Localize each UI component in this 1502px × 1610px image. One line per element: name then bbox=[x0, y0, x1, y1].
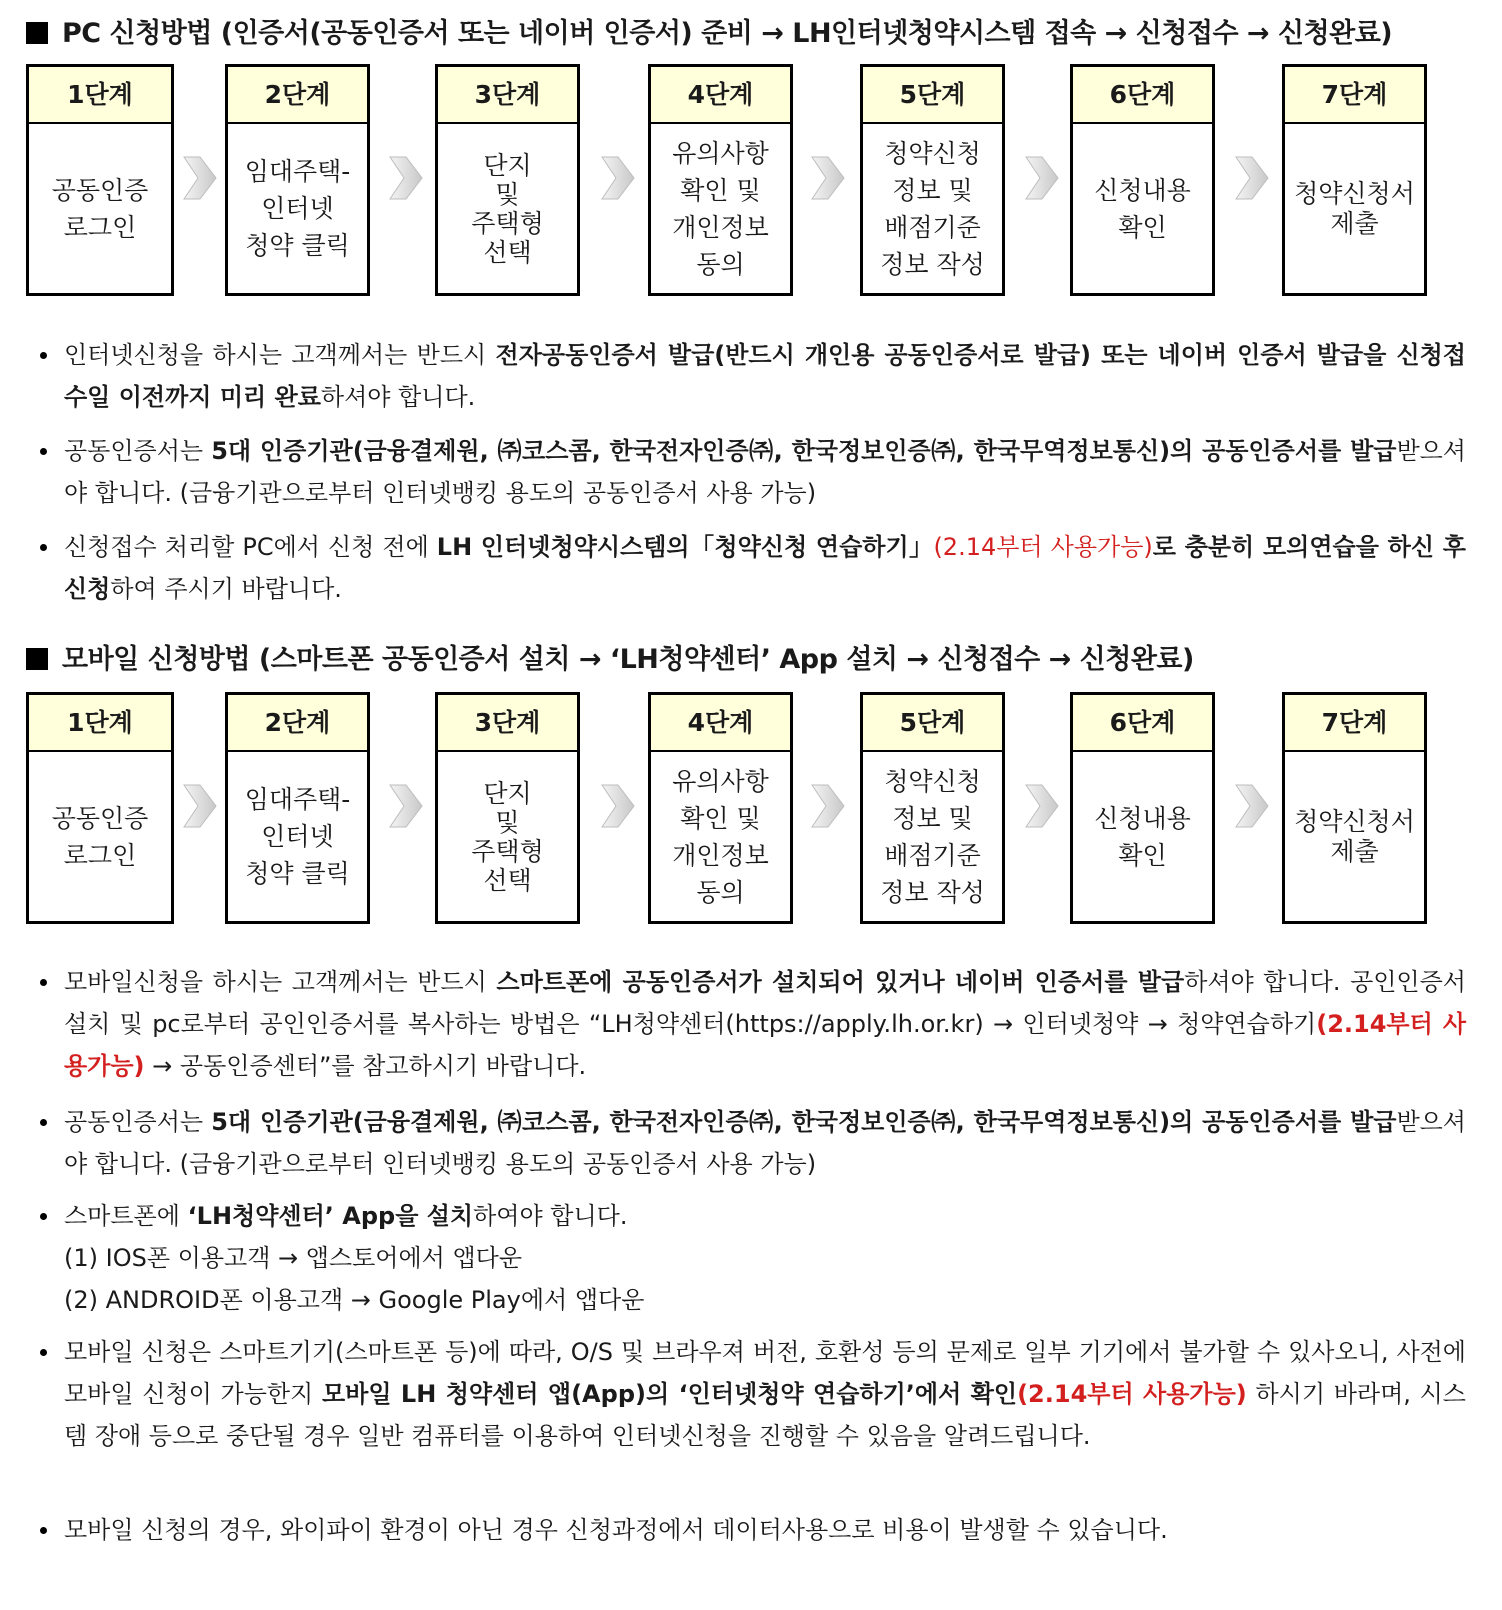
pc-step-6 bbox=[1070, 64, 1215, 296]
chevron-right-icon bbox=[1024, 781, 1060, 831]
step-title: 3단계 bbox=[438, 695, 577, 752]
square-bullet-icon bbox=[26, 22, 48, 44]
chevron-right-icon bbox=[810, 153, 846, 203]
chevron-right-icon bbox=[182, 153, 218, 203]
chevron-right-icon bbox=[810, 781, 846, 831]
step-title: 1단계 bbox=[29, 67, 171, 124]
pc-note-3: 신청접수 처리할 PC에서 신청 전에 LH 인터넷청약시스템의「청약신청 연습하기」(2.14부터 사용가능)로 충분히 모의연습을 하신 후 신청하여 주시기 바랍니다. bbox=[64, 526, 1466, 610]
chevron-right-icon bbox=[182, 781, 218, 831]
pc-step-2 bbox=[225, 64, 370, 296]
chevron-right-icon bbox=[1234, 153, 1270, 203]
mobile-step-6 bbox=[1070, 692, 1215, 924]
chevron-right-icon bbox=[1234, 781, 1270, 831]
step-title: 6단계 bbox=[1073, 695, 1212, 752]
pc-step-5 bbox=[860, 64, 1005, 296]
step-title: 2단계 bbox=[228, 67, 367, 124]
step-body: 청약신청 정보 및 배점기준 정보 작성 bbox=[880, 766, 985, 907]
step-body: 청약신청서 제출 bbox=[1294, 806, 1415, 866]
step-title: 1단계 bbox=[29, 695, 171, 752]
pc-note-1: 인터넷신청을 하시는 고객께서는 반드시 전자공동인증서 발급(반드시 개인용 공동인증서로 발급) 또는 네이버 인증서 발급을 신청접수일 이전까지 미리 완료하셔야 합니다. bbox=[64, 334, 1466, 418]
step-title: 4단계 bbox=[651, 695, 790, 752]
pc-step-flow bbox=[0, 64, 1502, 302]
pc-step-4 bbox=[648, 64, 793, 296]
pc-note-2: 공동인증서는 5대 인증기관(금융결제원, ㈜코스콤, 한국전자인증㈜, 한국정보인증㈜, 한국무역정보통신)의 공동인증서를 발급받으셔야 합니다. (금융기관으로부터 인터넷뱅킹 용도의 공동인증서 사용 가능) bbox=[64, 430, 1466, 514]
mobile-note-1: 모바일신청을 하시는 고객께서는 반드시 스마트폰에 공동인증서가 설치되어 있거나 네이버 인증서를 발급하셔야 합니다. 공인인증서 설치 및 pc로부터 공인인증서를 복사하는 방법은 “LH청약센터(https://apply.lh.or.kr) → 인터넷청약 → 청약연습하기(2.14부터 사용가능) → 공동인증센터”를 참고하시기 바랍니다. bbox=[64, 961, 1466, 1087]
step-title: 7단계 bbox=[1285, 695, 1424, 752]
android-instruction: (2) ANDROID폰 이용고객 → Google Play에서 앱다운 bbox=[64, 1286, 645, 1314]
step-title: 2단계 bbox=[228, 695, 367, 752]
chevron-right-icon bbox=[600, 153, 636, 203]
step-body: 임대주택- 인터넷 청약 클릭 bbox=[244, 785, 351, 888]
mobile-step-2 bbox=[225, 692, 370, 924]
mobile-step-5 bbox=[860, 692, 1005, 924]
step-title: 6단계 bbox=[1073, 67, 1212, 124]
step-body: 단지 및 주택형 선택 bbox=[471, 150, 544, 267]
chevron-right-icon bbox=[1024, 153, 1060, 203]
mobile-step-flow bbox=[0, 692, 1502, 930]
step-body: 유의사항 확인 및 개인정보 동의 bbox=[672, 766, 769, 907]
step-title: 5단계 bbox=[863, 695, 1002, 752]
step-title: 7단계 bbox=[1285, 67, 1424, 124]
step-body: 청약신청서 제출 bbox=[1294, 178, 1415, 238]
square-bullet-icon bbox=[26, 648, 48, 670]
step-body: 임대주택- 인터넷 청약 클릭 bbox=[244, 157, 351, 260]
mobile-step-7 bbox=[1282, 692, 1427, 924]
step-body: 유의사항 확인 및 개인정보 동의 bbox=[672, 138, 769, 279]
step-body: 공동인증 로그인 bbox=[51, 175, 149, 242]
step-title: 3단계 bbox=[438, 67, 577, 124]
step-title: 5단계 bbox=[863, 67, 1002, 124]
ios-instruction: (1) IOS폰 이용고객 → 앱스토어에서 앱다운 bbox=[64, 1244, 523, 1272]
mobile-step-1 bbox=[26, 692, 174, 924]
pc-section-heading: PC 신청방법 (인증서(공동인증서 또는 네이버 인증서) 준비 → LH인터넷청약시스템 접속 → 신청접수 → 신청완료) bbox=[26, 16, 1392, 52]
chevron-right-icon bbox=[388, 153, 424, 203]
mobile-note-2: 공동인증서는 5대 인증기관(금융결제원, ㈜코스콤, 한국전자인증㈜, 한국정보인증㈜, 한국무역정보통신)의 공동인증서를 발급받으셔야 합니다. (금융기관으로부터 인터넷뱅킹 용도의 공동인증서 사용 가능) bbox=[64, 1101, 1466, 1185]
pc-step-3 bbox=[435, 64, 580, 296]
mobile-step-4 bbox=[648, 692, 793, 924]
mobile-note-4: 모바일 신청은 스마트기기(스마트폰 등)에 따라, O/S 및 브라우져 버전, 호환성 등의 문제로 일부 기기에서 불가할 수 있사오니, 사전에 모바일 신청이 가능한지 모바일 LH 청약센터 앱(App)의 ‘인터넷청약 연습하기’에서 확인(2.14부터 사용가능) 하시기 바라며, 시스템 장애 등으로 중단될 경우 일반 컴퓨터를 이용하여 인터넷신청을 진행할 수 있음을 알려드립니다. bbox=[64, 1331, 1466, 1457]
chevron-right-icon bbox=[388, 781, 424, 831]
mobile-section-heading: 모바일 신청방법 (스마트폰 공동인증서 설치 → ‘LH청약센터’ App 설치 → 신청접수 → 신청완료) bbox=[26, 642, 1194, 678]
pc-step-7 bbox=[1282, 64, 1427, 296]
mobile-note-3: 스마트폰에 ‘LH청약센터’ App을 설치하여야 합니다. (1) IOS폰 이용고객 → 앱스토어에서 앱다운 (2) ANDROID폰 이용고객 → Google Play에서 앱다운 bbox=[64, 1195, 1466, 1321]
step-body: 신청내용 확인 bbox=[1094, 175, 1191, 242]
step-body: 공동인증 로그인 bbox=[51, 803, 149, 870]
chevron-right-icon bbox=[600, 781, 636, 831]
step-body: 단지 및 주택형 선택 bbox=[471, 778, 544, 895]
mobile-note-5: 모바일 신청의 경우, 와이파이 환경이 아닌 경우 신청과정에서 데이터사용으로 비용이 발생할 수 있습니다. bbox=[64, 1509, 1466, 1551]
step-title: 4단계 bbox=[651, 67, 790, 124]
mobile-step-3 bbox=[435, 692, 580, 924]
pc-step-1 bbox=[26, 64, 174, 296]
step-body: 청약신청 정보 및 배점기준 정보 작성 bbox=[880, 138, 985, 279]
step-body: 신청내용 확인 bbox=[1094, 803, 1191, 870]
